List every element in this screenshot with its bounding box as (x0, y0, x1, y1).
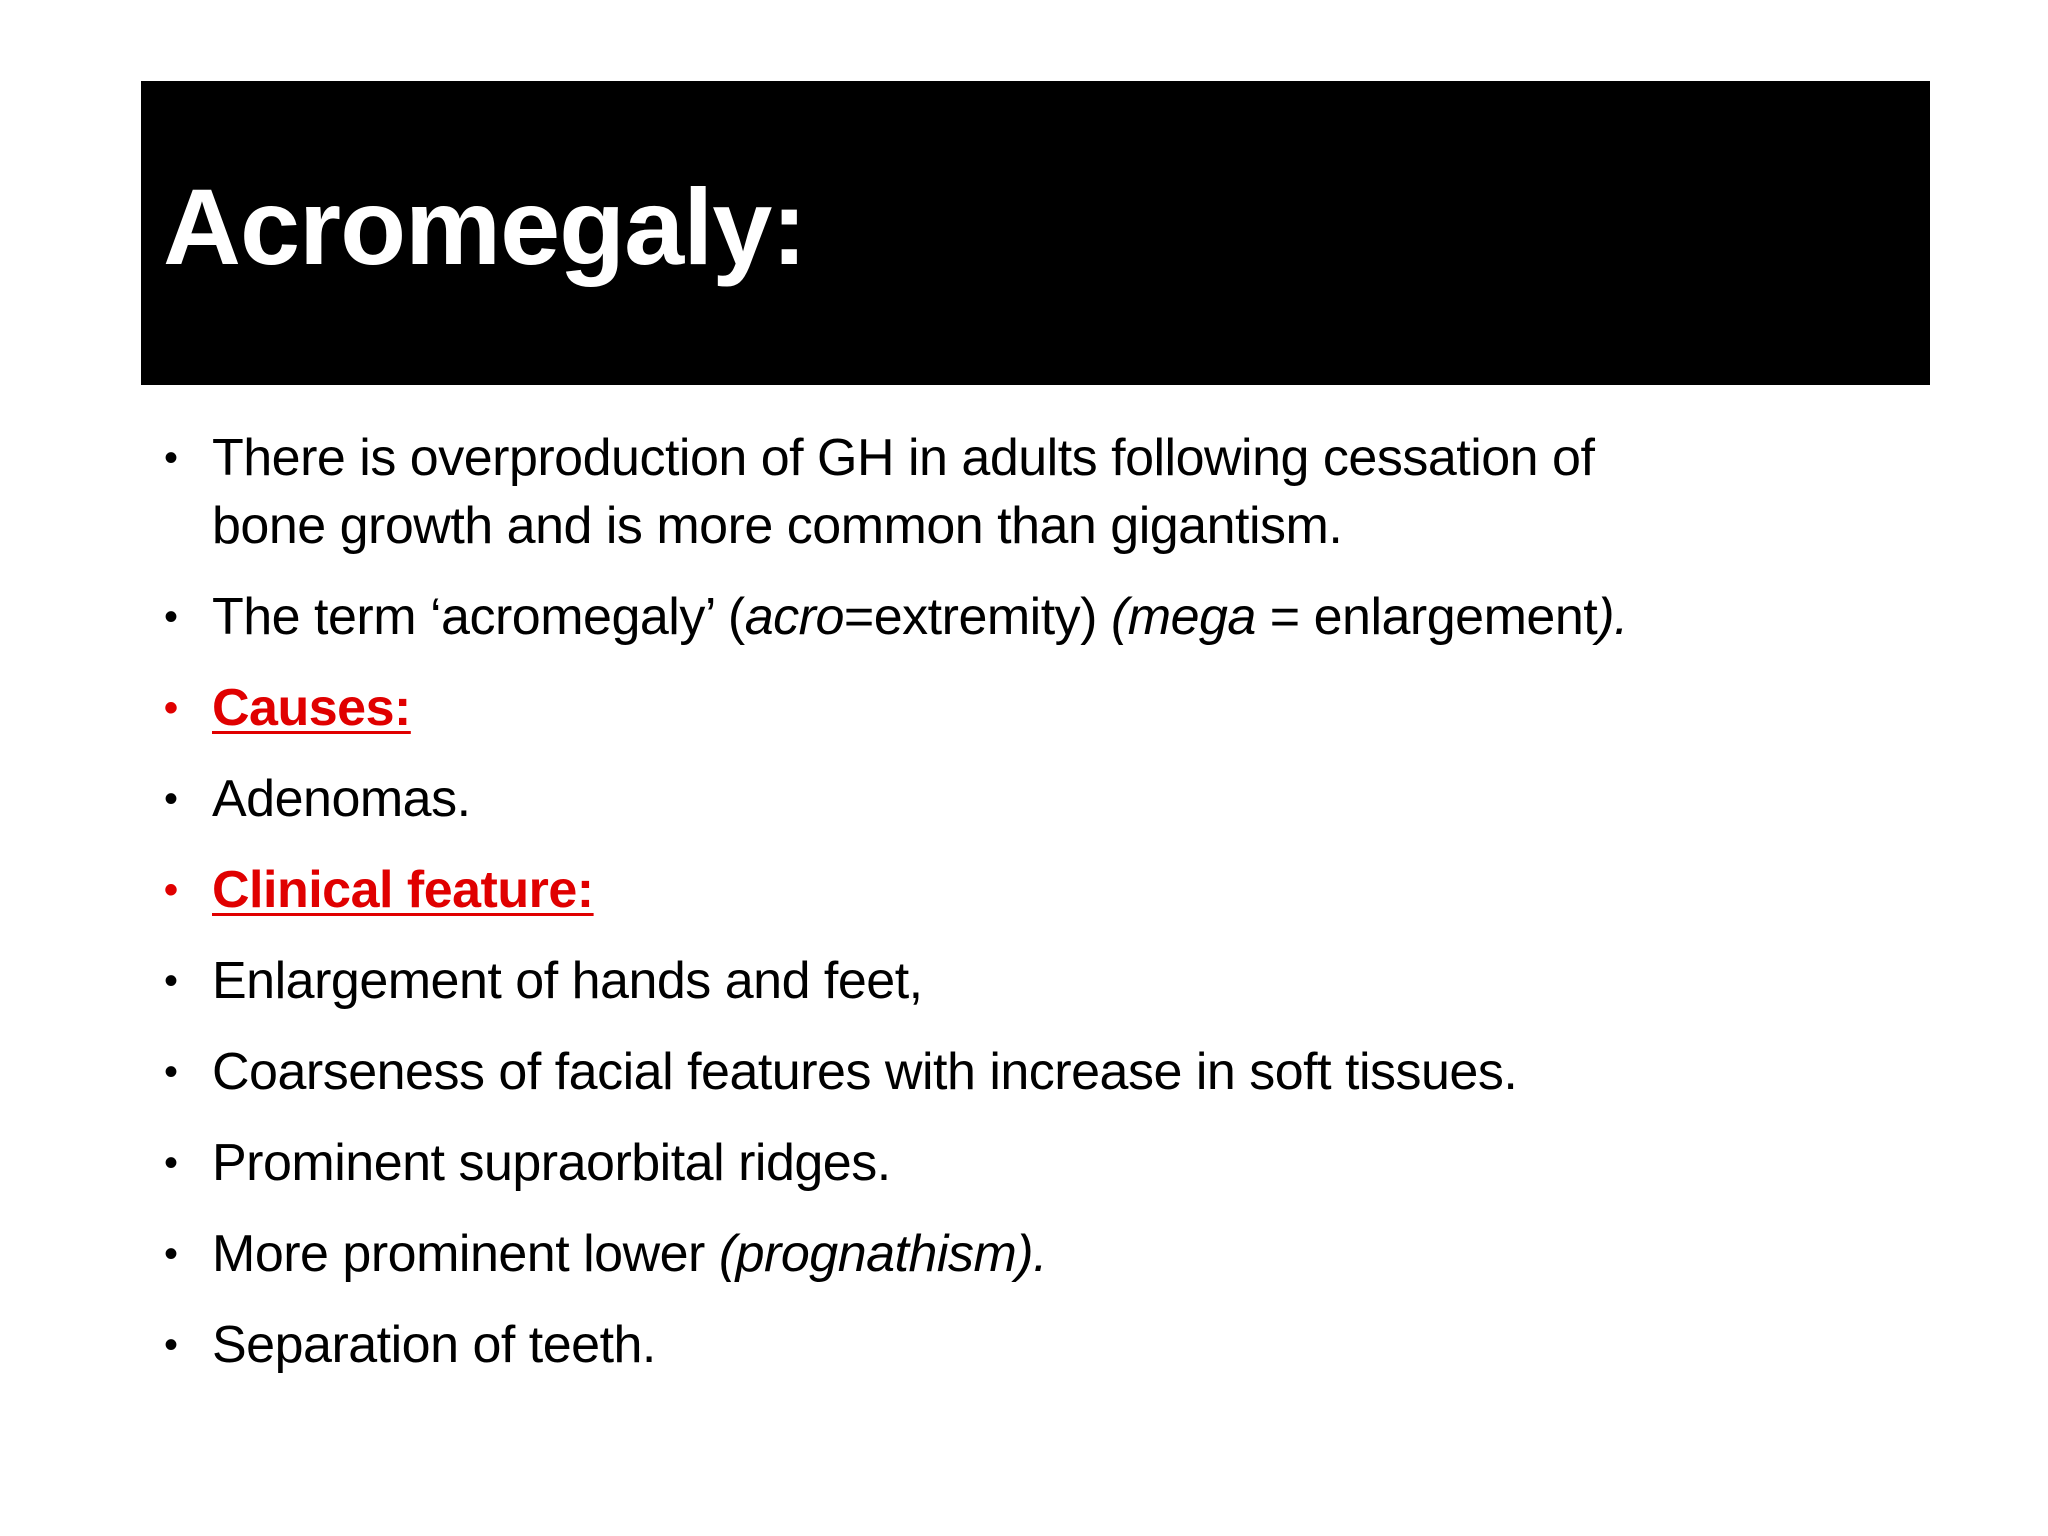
bullet-item-prognathism (160, 1220, 1880, 1288)
bullet-text: = enlargement (1255, 588, 1598, 646)
bullet-icon: • (164, 868, 178, 912)
bullet-text: Coarseness of facial features with increase in soft tissues. (212, 1043, 1518, 1101)
bullet-text: Adenomas. (212, 770, 471, 828)
heading-label: Causes: (212, 679, 411, 737)
bullet-text-italic-acro: acro (744, 588, 844, 646)
bullet-text-line-1: There is overproduction of GH in adults following cessation of (212, 429, 1595, 487)
bullet-heading-causes (160, 674, 1880, 742)
bullet-heading-clinical-feature (160, 856, 1880, 924)
bullet-text-italic-mega: (mega (1110, 588, 1256, 646)
bullet-text: The term ‘acromegaly’ ( (212, 588, 745, 646)
bullet-item-overproduction (160, 424, 1880, 560)
bullet-text: Enlargement of hands and feet, (212, 952, 923, 1010)
bullet-icon: • (164, 959, 178, 1003)
bullet-icon: • (164, 595, 178, 639)
bullet-text-period: . (1033, 1225, 1048, 1283)
title-bar (141, 81, 1930, 385)
slide-title: Acromegaly: (163, 166, 807, 287)
bullet-text: Prominent supraorbital ridges. (212, 1134, 891, 1192)
bullet-text: =extremity) (843, 588, 1111, 646)
bullet-item-teeth (160, 1311, 1880, 1379)
bullet-item-adenomas (160, 765, 1880, 833)
bullet-item-supraorbital (160, 1129, 1880, 1197)
bullet-list (160, 424, 1880, 1402)
bullet-text-italic: (prognathism) (718, 1225, 1034, 1283)
bullet-item-enlargement (160, 947, 1880, 1015)
bullet-text: More prominent lower (212, 1225, 719, 1283)
bullet-icon: • (164, 1323, 178, 1367)
bullet-icon: • (164, 1141, 178, 1185)
bullet-icon: • (164, 436, 178, 480)
bullet-icon: • (164, 1050, 178, 1094)
heading-label: Clinical feature: (212, 861, 594, 919)
bullet-text-line-2: bone growth and is more common than gigantism. (212, 497, 1343, 555)
bullet-text: Separation of teeth. (212, 1316, 656, 1374)
bullet-item-term-definition (160, 583, 1880, 651)
bullet-icon: • (164, 686, 178, 730)
bullet-icon: • (164, 1232, 178, 1276)
bullet-text-italic-close: ). (1597, 588, 1628, 646)
bullet-item-coarseness (160, 1038, 1880, 1106)
bullet-icon: • (164, 777, 178, 821)
